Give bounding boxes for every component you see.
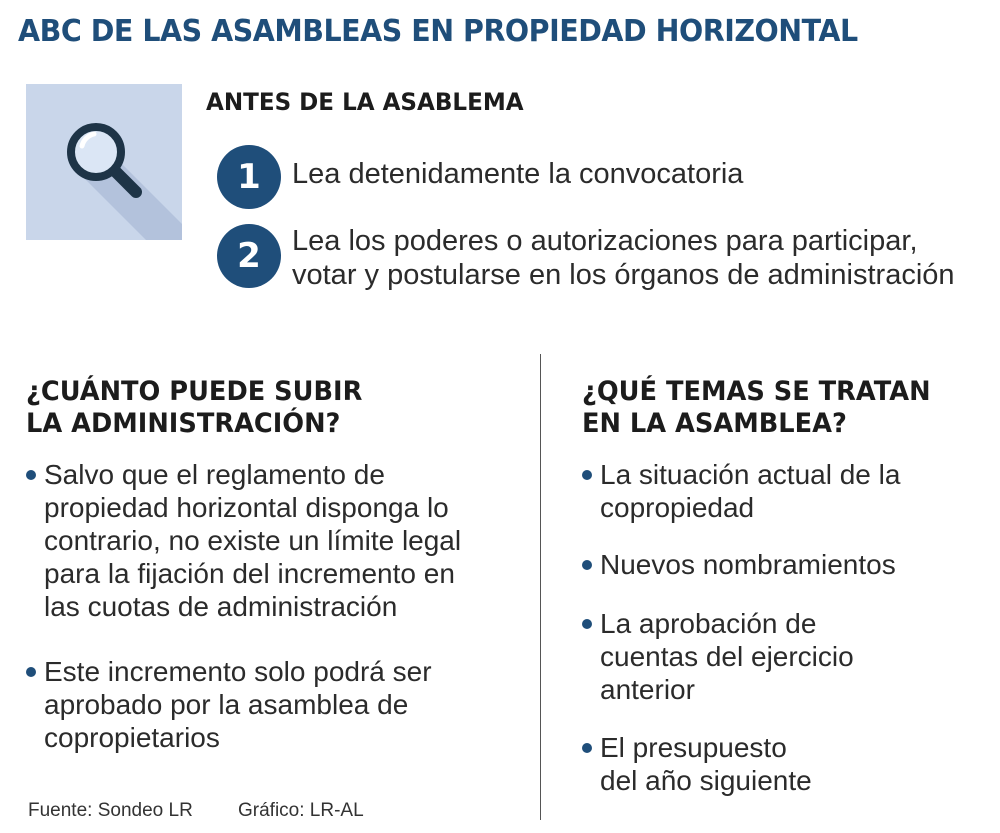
right-section-heading [582,376,931,440]
step-text-1 [292,157,743,191]
page-title: ABC DE LAS ASAMBLEAS EN PROPIEDAD HORIZONTAL [18,14,858,49]
bullet-dot [582,619,592,629]
left-heading-line-2: LA ADMINISTRACIÓN? [26,408,341,439]
column-divider [540,354,541,820]
bullet-line: Este incremento solo podrá ser [44,656,432,687]
list-item [582,607,854,706]
left-section-heading [26,376,362,440]
magnifier-panel [26,84,182,240]
bullet-line: contrario, no existe un límite legal [44,525,462,556]
step-1-line-1: Lea detenidamente la convocatoria [292,158,744,190]
source-credit: Fuente: Sondeo LR [28,800,193,821]
bullet-line: del año siguiente [600,765,812,796]
list-item [582,731,812,797]
bullet-line: copropiedad [600,492,755,523]
bullet-line: El presupuesto [600,732,787,763]
list-item [26,655,432,754]
bullet-line: aprobado por la asamblea de [44,689,409,720]
step-2-line-1: Lea los poderes o autorizaciones para participar, [292,225,918,257]
list-item [26,458,461,623]
magnifying-glass-icon [26,84,182,240]
bullet-line: La situación actual de la [600,459,901,490]
bullet-line: Nuevos nombramientos [600,549,896,580]
bullet-line: propiedad horizontal disponga lo [44,492,449,523]
bullet-dot [582,470,592,480]
bullet-line: La aprobación de [600,608,817,639]
bullet-dot [26,470,36,480]
list-item [582,548,896,581]
bullet-line: Salvo que el reglamento de [44,459,385,490]
list-item [582,458,900,524]
right-heading-line-1: ¿QUÉ TEMAS SE TRATAN [582,376,931,407]
bullet-dot [26,667,36,677]
bullet-line: para la fijación del incremento en [44,558,455,589]
bullet-line: las cuotas de administración [44,591,398,622]
before-heading: ANTES DE LA ASABLEMA [206,88,524,116]
bullet-line: cuentas del ejercicio [600,641,854,672]
bullet-dot [582,560,592,570]
bullet-dot [582,743,592,753]
bullet-line: copropietarios [44,722,220,753]
bullet-line: anterior [600,674,695,705]
step-2-line-2: votar y postularse en los órganos de administración [292,259,955,291]
right-heading-line-2: EN LA ASAMBLEA? [582,408,847,439]
step-number-2: 2 [217,224,281,288]
step-text-2 [292,224,955,292]
left-heading-line-1: ¿CUÁNTO PUEDE SUBIR [26,376,363,407]
step-number-1: 1 [217,145,281,209]
graphic-credit: Gráfico: LR-AL [238,800,364,821]
